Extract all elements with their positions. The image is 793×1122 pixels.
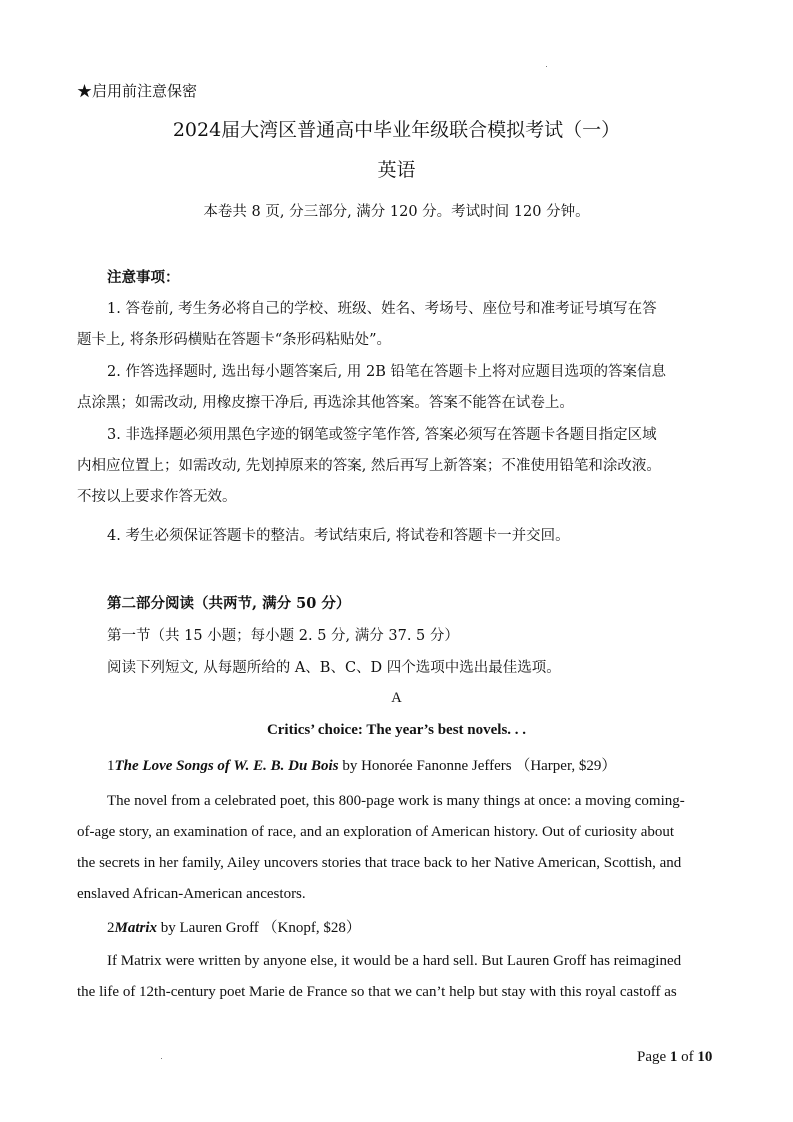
notice-line: 点涂黑；如需改动, 用橡皮擦干净后, 再选涂其他答案。答案不能答在试卷上。: [77, 395, 574, 411]
review-line: If Matrix were written by anyone else, it would be a hard sell. But Lauren Groff has reimagined: [107, 953, 682, 969]
book-2-review: [77, 946, 720, 1008]
section-instruction: 阅读下列短文, 从每题所给的 A、B、C、D 四个选项中选出最佳选项。: [107, 660, 561, 676]
notice-line: 不按以上要求作答无效。: [77, 489, 237, 505]
page-current: 1: [669, 1049, 678, 1065]
book-byline: by Honorée Fanonne Jeffers （Harper, $29）: [338, 758, 617, 774]
notice-line: 2. 作答选择题时, 选出每小题答案后, 用 2B 铅笔在答题卡上将对应题目选项的答案信息: [107, 364, 666, 380]
notice-item-3: [77, 420, 720, 513]
book-number: 2: [107, 920, 115, 936]
review-line: the secrets in her family, Ailey uncovers stories that trace back to her Native American, Scottish, and: [77, 855, 682, 871]
notice-line: 题卡上, 将条形码横贴在答题卡“条形码粘贴处”。: [77, 332, 392, 348]
notice-item-2: [77, 357, 720, 419]
confidential-label: ★启用前注意保密: [77, 82, 198, 100]
passage-letter: A: [391, 690, 402, 706]
page-total: 10: [697, 1049, 713, 1065]
notice-item-4: [77, 521, 720, 552]
book-entry-1: [107, 754, 616, 775]
book-entry-2: [107, 916, 361, 937]
section-subheading: 第一节（共 15 小题；每小题 2. 5 分, 满分 37. 5 分）: [107, 628, 459, 644]
page-of: of: [681, 1049, 694, 1065]
review-line: the life of 12th-century poet Marie de France so that we can’t help but stay with this royal castoff as: [77, 984, 677, 1000]
notice-line: 内相应位置上；如需改动, 先划掉原来的答案, 然后再写上新答案；不准使用铅笔和涂改液。: [77, 458, 661, 474]
review-line: The novel from a celebrated poet, this 800-page work is many things at once: a moving coming-: [107, 793, 685, 809]
book-number: 1: [107, 758, 115, 774]
subject-title: 英语: [377, 159, 416, 181]
review-line: enslaved African-American ancestors.: [77, 886, 306, 902]
review-line: of-age story, an examination of race, and an exploration of American history. Out of curiosity about: [77, 824, 675, 840]
page-label: Page: [637, 1049, 667, 1065]
speck-mark: [161, 1058, 162, 1059]
notice-item-1: [77, 294, 720, 356]
exam-info: 本卷共 8 页, 分三部分, 满分 120 分。考试时间 120 分钟。: [203, 204, 590, 220]
notice-line: 3. 非选择题必须用黑色字迹的钢笔或签字笔作答, 答案必须写在答题卡各题目指定区域: [107, 427, 657, 443]
book-title: Matrix: [114, 920, 158, 936]
book-1-review: [77, 786, 720, 910]
book-title: The Love Songs of W. E. B. Du Bois: [114, 758, 339, 774]
book-byline: by Lauren Groff （Knopf, $28）: [157, 920, 361, 936]
notice-line: 4. 考生必须保证答题卡的整洁。考试结束后, 将试卷和答题卡一并交回。: [107, 528, 570, 544]
page-footer: [637, 1049, 712, 1066]
notice-line: 1. 答卷前, 考生务必将自己的学校、班级、姓名、考场号、座位号和准考证号填写在答: [107, 301, 657, 317]
speck-mark: [546, 66, 547, 67]
notice-heading: 注意事项：: [107, 269, 180, 286]
exam-title: 2024届大湾区普通高中毕业年级联合模拟考试（一）: [172, 119, 621, 141]
passage-title: Critics’ choice: The year’s best novels. . .: [266, 722, 527, 738]
section-heading: 第二部分阅读（共两节, 满分 50 分）: [107, 595, 351, 612]
